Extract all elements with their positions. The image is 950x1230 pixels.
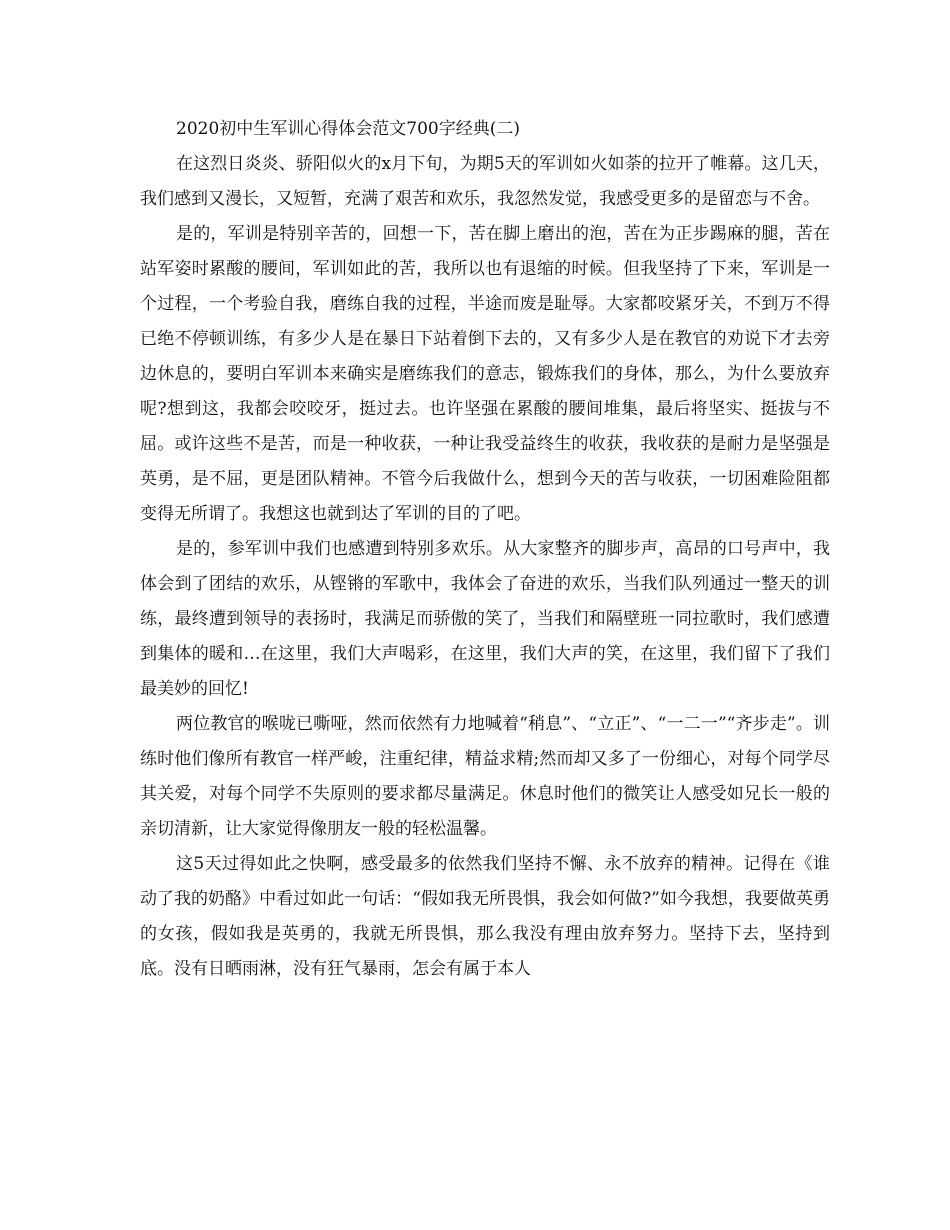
paragraph-5: 这5天过得如此之快啊，感受最多的依然我们坚持不懈、永不放弃的精神。记得在《谁动了我的奶酪》中看过如此一句话：“假如我无所畏惧，我会如何做?”如今我想，我要做英勇的女孩，假如我是英勇的，我就无所畏惧，那么我没有理由放弃努力。坚持下去，坚持到底。没有日晒雨淋，没有狂气暴雨，怎会有属于本人 [140, 854, 830, 979]
paragraph-4: 两位教官的喉咙已嘶哑，然而依然有力地喊着“稍息”、“立正”、“一二一”“齐步走”。训练时他们像所有教官一样严峻，注重纪律，精益求精;然而却又多了一份细心，对每个同学尽其关爱，对每个同学不失原则的要求都尽量满足。休息时他们的微笑让人感受如兄长一般的亲切清新，让大家觉得像朋友一般的轻松温馨。 [140, 714, 830, 839]
document-page [140, 112, 830, 987]
paragraph-2: 是的，军训是特别辛苦的，回想一下，苦在脚上磨出的泡，苦在为正步踢麻的腿，苦在站军姿时累酸的腰间，军训如此的苦，我所以也有退缩的时候。但我坚持了下来，军训是一个过程，一个考验自我，磨练自我的过程，半途而废是耻辱。大家都咬紧牙关，不到万不得已绝不停顿训练，有多少人是在暴日下站着倒下去的，又有多少人是在教官的劝说下才去旁边休息的，要明白军训本来确实是磨练我们的意志，锻炼我们的身体，那么，为什么要放弃呢?想到这，我都会咬咬牙，挺过去。也许坚强在累酸的腰间堆集，最后将坚实、挺拔与不屈。或许这些不是苦，而是一种收获，一种让我受益终生的收获，我收获的是耐力是坚强是英勇，是不屈，更是团队精神。不管今后我做什么，想到今天的苦与收获，一切困难险阻都变得无所谓了。我想这也就到达了军训的目的了吧。 [140, 224, 830, 524]
document-title: 2020初中生军训心得体会范文700字经典(二) [176, 119, 520, 139]
paragraph-1: 在这烈日炎炎、骄阳似火的x月下旬，为期5天的军训如火如荼的拉开了帷幕。这几天，我们感到又漫长，又短暂，充满了艰苦和欢乐，我忽然发觉，我感受更多的是留恋与不舍。 [140, 154, 830, 209]
paragraph-3: 是的，参军训中我们也感遭到特别多欢乐。从大家整齐的脚步声，高昂的口号声中，我体会到了团结的欢乐，从铿锵的军歌中，我体会了奋进的欢乐，当我们队列通过一整天的训练，最终遭到领导的表扬时，我满足而骄傲的笑了，当我们和隔壁班一同拉歌时，我们感遭到集体的暖和…在这里，我们大声喝彩，在这里，我们大声的笑，在这里，我们留下了我们最美妙的回忆! [140, 539, 830, 699]
